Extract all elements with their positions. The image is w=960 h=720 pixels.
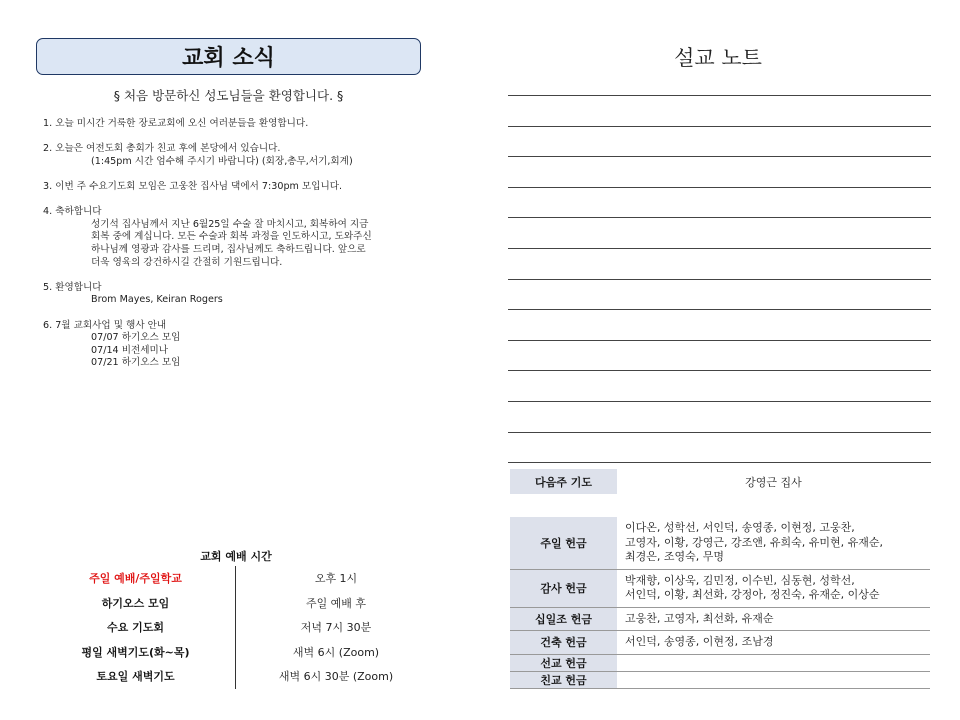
offering-names-line: 고영자, 이황, 강영근, 강조앤, 유희숙, 유미현, 유재순, <box>625 535 883 549</box>
note-line <box>508 462 931 463</box>
news-item <box>43 206 433 269</box>
offering-names-line: 최경은, 조영숙, 무명 <box>625 550 724 563</box>
offering-label: 건축 헌금 <box>510 631 617 654</box>
offering-label: 감사 헌금 <box>510 570 617 607</box>
prayer-value: 강영근 집사 <box>745 475 802 489</box>
news-detail: 더욱 영육의 강건하시길 간절히 기원드립니다. <box>91 256 283 268</box>
news-heading: 1. 오늘 미시간 거룩한 장로교회에 오신 여러분들을 환영합니다. <box>43 118 309 129</box>
offering-names <box>617 570 930 607</box>
note-line <box>508 340 931 341</box>
news-heading: 2. 오늘은 여전도회 총회가 친교 후에 본당에서 있습니다. <box>43 143 281 155</box>
note-line <box>508 126 931 127</box>
worship-times-title: 교회 예배 시간 <box>200 550 272 563</box>
offering-row <box>510 655 930 672</box>
news-heading: 5. 환영합니다 <box>43 281 102 293</box>
offering-row <box>510 631 930 655</box>
news-item <box>43 320 433 370</box>
note-line <box>508 432 931 433</box>
welcome-message: § 처음 방문하신 성도님들을 환영합니다. § <box>113 88 344 103</box>
church-news-list <box>43 118 433 382</box>
worship-time: 새벽 6시 (Zoom) <box>292 645 380 659</box>
prayer-label: 다음주 기도 <box>510 469 617 494</box>
worship-time: 저녁 7시 30분 <box>300 621 372 635</box>
worship-row <box>36 566 436 591</box>
offering-names <box>617 672 930 688</box>
offering-label: 십일조 헌금 <box>510 608 617 631</box>
offering-names <box>617 655 930 671</box>
note-line <box>508 156 931 157</box>
worship-row <box>36 664 436 689</box>
offering-names-line: 서인덕, 이황, 최선화, 강정아, 정진숙, 유재순, 이상순 <box>625 588 880 601</box>
worship-time: 주일 예배 후 <box>305 596 367 610</box>
offering-row <box>510 517 930 570</box>
news-heading: 4. 축하합니다 <box>43 206 102 218</box>
note-line <box>508 279 931 280</box>
offering-names-line: 이다온, 성학선, 서인덕, 송영종, 이현정, 고웅찬, <box>625 521 855 534</box>
worship-row <box>36 640 436 665</box>
note-line <box>508 370 931 371</box>
worship-name: 평일 새벽기도(화~목) <box>36 640 236 665</box>
sermon-notes-title: 설교 노트 <box>674 46 762 70</box>
bulletin-title: 교회 소식 <box>36 38 421 75</box>
news-item <box>43 282 433 307</box>
offering-names <box>617 517 930 569</box>
news-heading: 6. 7월 교회사업 및 행사 안내 <box>43 319 167 331</box>
worship-name: 토요일 새벽기도 <box>36 664 236 689</box>
offerings-table <box>510 517 930 689</box>
next-week-prayer-row <box>510 469 930 494</box>
news-detail: 성기석 집사님께서 지난 6월25일 수술 잘 마치시고, 회복하여 지금 <box>91 218 369 230</box>
worship-times-table <box>36 566 436 689</box>
note-line <box>508 401 931 402</box>
offering-names-line: 서인덕, 송영종, 이현정, 조남경 <box>625 635 774 648</box>
news-detail: (1:45pm 시간 엄수해 주시기 바랍니다) (회장,총무,서기,회계) <box>91 155 353 167</box>
offering-names-line: 고웅찬, 고영자, 최선화, 유재순 <box>625 611 774 625</box>
worship-time: 새벽 6시 30분 (Zoom) <box>278 670 394 684</box>
note-line <box>508 187 931 188</box>
worship-name: 주일 예배/주일학교 <box>36 566 236 591</box>
offering-label: 선교 헌금 <box>510 655 617 671</box>
offering-names <box>617 608 930 631</box>
offering-label: 주일 헌금 <box>510 517 617 569</box>
news-item <box>43 143 433 168</box>
worship-row <box>36 591 436 616</box>
news-detail: 07/07 하기오스 모임 <box>91 332 181 344</box>
offering-row <box>510 570 930 608</box>
offering-names-line: 박재향, 이상욱, 김민정, 이수빈, 심동현, 성학선, <box>625 573 855 587</box>
news-item <box>43 181 433 194</box>
news-detail: 07/14 비전세미나 <box>91 344 169 356</box>
offering-row <box>510 608 930 632</box>
note-line <box>508 95 931 96</box>
note-line <box>508 217 931 218</box>
worship-name: 하기오스 모임 <box>36 591 236 616</box>
note-line <box>508 309 931 310</box>
offering-label: 친교 헌금 <box>510 672 617 688</box>
news-detail: 회복 중에 계십니다. 모든 수술과 회복 과정을 인도하시고, 도와주신 <box>91 231 372 243</box>
note-line <box>508 248 931 249</box>
worship-name: 수요 기도회 <box>36 615 236 640</box>
news-detail: Brom Mayes, Keiran Rogers <box>91 294 223 306</box>
news-heading: 3. 이번 주 수요기도회 모임은 고웅찬 집사님 댁에서 7:30pm 모입니다. <box>43 180 343 192</box>
worship-time: 오후 1시 <box>314 572 358 586</box>
news-item <box>43 118 433 131</box>
news-detail: 하나님께 영광과 감사를 드리며, 집사님께도 축하드립니다. 앞으로 <box>91 243 366 255</box>
offering-names <box>617 631 930 654</box>
news-detail: 07/21 하기오스 모임 <box>91 357 181 369</box>
offering-row <box>510 672 930 689</box>
worship-row <box>36 615 436 640</box>
